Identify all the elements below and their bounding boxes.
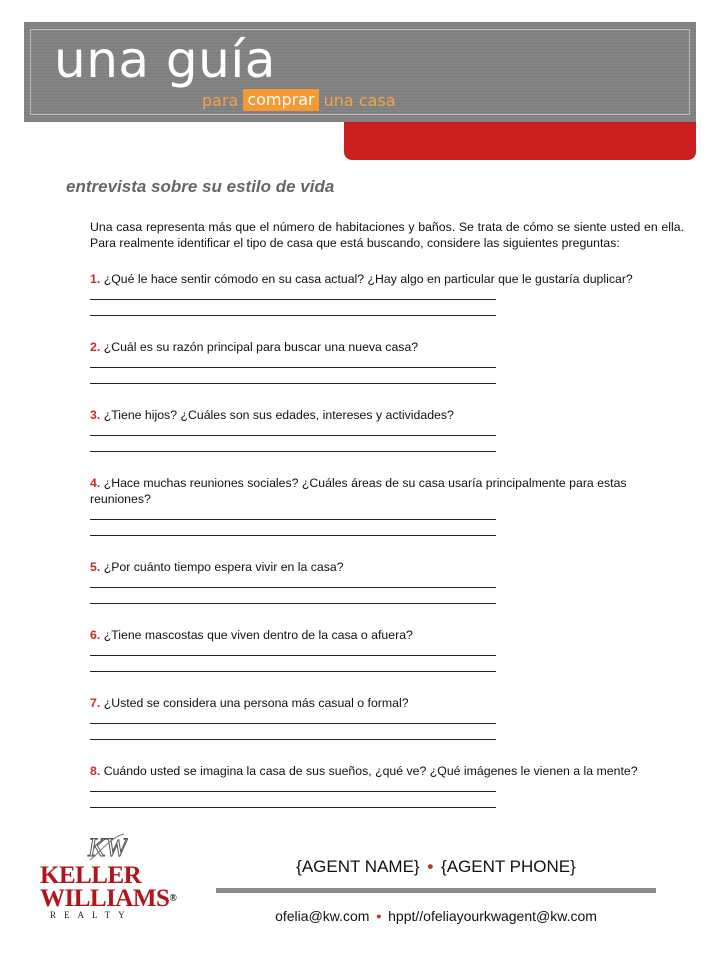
agent-email[interactable]: ofelia@kw.com (275, 908, 370, 924)
answer-line[interactable] (90, 727, 496, 743)
question-text (90, 627, 684, 643)
keller-williams-logo (40, 830, 177, 925)
section-title: entrevista sobre su estilo de vida (66, 177, 335, 196)
question-label: ¿Qué le hace sentir cómodo en su casa actual? ¿Hay algo en particular que le gustaría duplicar? (103, 272, 633, 286)
answer-line[interactable] (90, 795, 496, 811)
question-1 (90, 271, 684, 319)
question-text (90, 559, 684, 575)
question-number: 5. (90, 560, 101, 574)
answer-line[interactable] (90, 371, 496, 387)
answer-line[interactable] (90, 287, 496, 303)
answer-line[interactable] (90, 523, 496, 539)
answer-line[interactable] (90, 643, 496, 659)
question-2 (90, 339, 684, 387)
answer-line[interactable] (90, 439, 496, 455)
question-number: 4. (90, 476, 101, 490)
question-text (90, 407, 684, 423)
question-text (90, 695, 684, 711)
question-label: ¿Cuál es su razón principal para buscar una nueva casa? (103, 340, 419, 354)
question-label: ¿Hace muchas reuniones sociales? ¿Cuáles áreas de su casa usaría principalmente para estas reuniones? (90, 476, 627, 506)
answer-line[interactable] (90, 591, 496, 607)
questionnaire (90, 219, 684, 831)
contact-line (216, 908, 656, 924)
bullet-separator: • (427, 857, 434, 876)
question-text (90, 339, 684, 355)
question-number: 8. (90, 764, 101, 778)
question-number: 1. (90, 272, 101, 286)
footer-divider (216, 888, 656, 893)
registered-mark: ® (169, 893, 177, 904)
agent-phone: {AGENT PHONE} (441, 857, 576, 876)
question-8 (90, 763, 684, 811)
banner-title: una guía (54, 31, 276, 89)
bullet-separator: • (376, 908, 382, 924)
subtitle-para: para (202, 90, 239, 110)
intro-paragraph: Una casa representa más que el número de habitaciones y baños. Se trata de cómo se siente usted en ella. Para realmente identificar el tipo de casa que está buscando, considere las siguientes preguntas: (90, 220, 684, 250)
question-label: ¿Por cuánto tiempo espera vivir en la casa? (103, 560, 344, 574)
question-label: ¿Tiene hijos? ¿Cuáles son sus edades, intereses y actividades? (103, 408, 454, 422)
question-number: 3. (90, 408, 101, 422)
header-banner (24, 22, 696, 122)
banner-subtitle (202, 89, 396, 111)
answer-line[interactable] (90, 779, 496, 795)
question-number: 6. (90, 628, 101, 642)
subtitle-highlight: comprar (243, 89, 318, 111)
question-text (90, 763, 684, 779)
logo-williams-line (40, 887, 176, 910)
question-4 (90, 475, 684, 539)
question-label: ¿Tiene mascostas que viven dentro de la casa o afuera? (103, 628, 413, 642)
answer-line[interactable] (90, 423, 496, 439)
question-text (90, 475, 684, 507)
logo-williams: WILLIAMS (40, 885, 170, 912)
answer-line[interactable] (90, 575, 496, 591)
kw-monogram-icon (84, 830, 128, 864)
logo-wordmark (40, 864, 176, 910)
question-number: 2. (90, 340, 101, 354)
answer-line[interactable] (90, 355, 496, 371)
answer-line[interactable] (90, 303, 496, 319)
agent-name: {AGENT NAME} (296, 857, 420, 876)
question-7 (90, 695, 684, 743)
question-6 (90, 627, 684, 675)
subtitle-una-casa: una casa (323, 90, 396, 110)
answer-line[interactable] (90, 507, 496, 523)
answer-line[interactable] (90, 711, 496, 727)
logo-realty: REALTY (50, 910, 133, 920)
question-label: Cuándo usted se imagina la casa de sus sueños, ¿qué ve? ¿Qué imágenes le vienen a la mente? (103, 764, 638, 778)
question-text (90, 271, 684, 287)
monogram-text: KW (88, 833, 127, 862)
question-3 (90, 407, 684, 455)
question-number: 7. (90, 696, 101, 710)
agent-website[interactable]: hppt//ofeliayourkwagent@kw.com (388, 908, 597, 924)
logo-keller: KELLER (40, 862, 142, 889)
question-5 (90, 559, 684, 607)
agent-line (216, 857, 656, 877)
answer-line[interactable] (90, 659, 496, 675)
question-label: ¿Usted se considera una persona más casual o formal? (103, 696, 409, 710)
